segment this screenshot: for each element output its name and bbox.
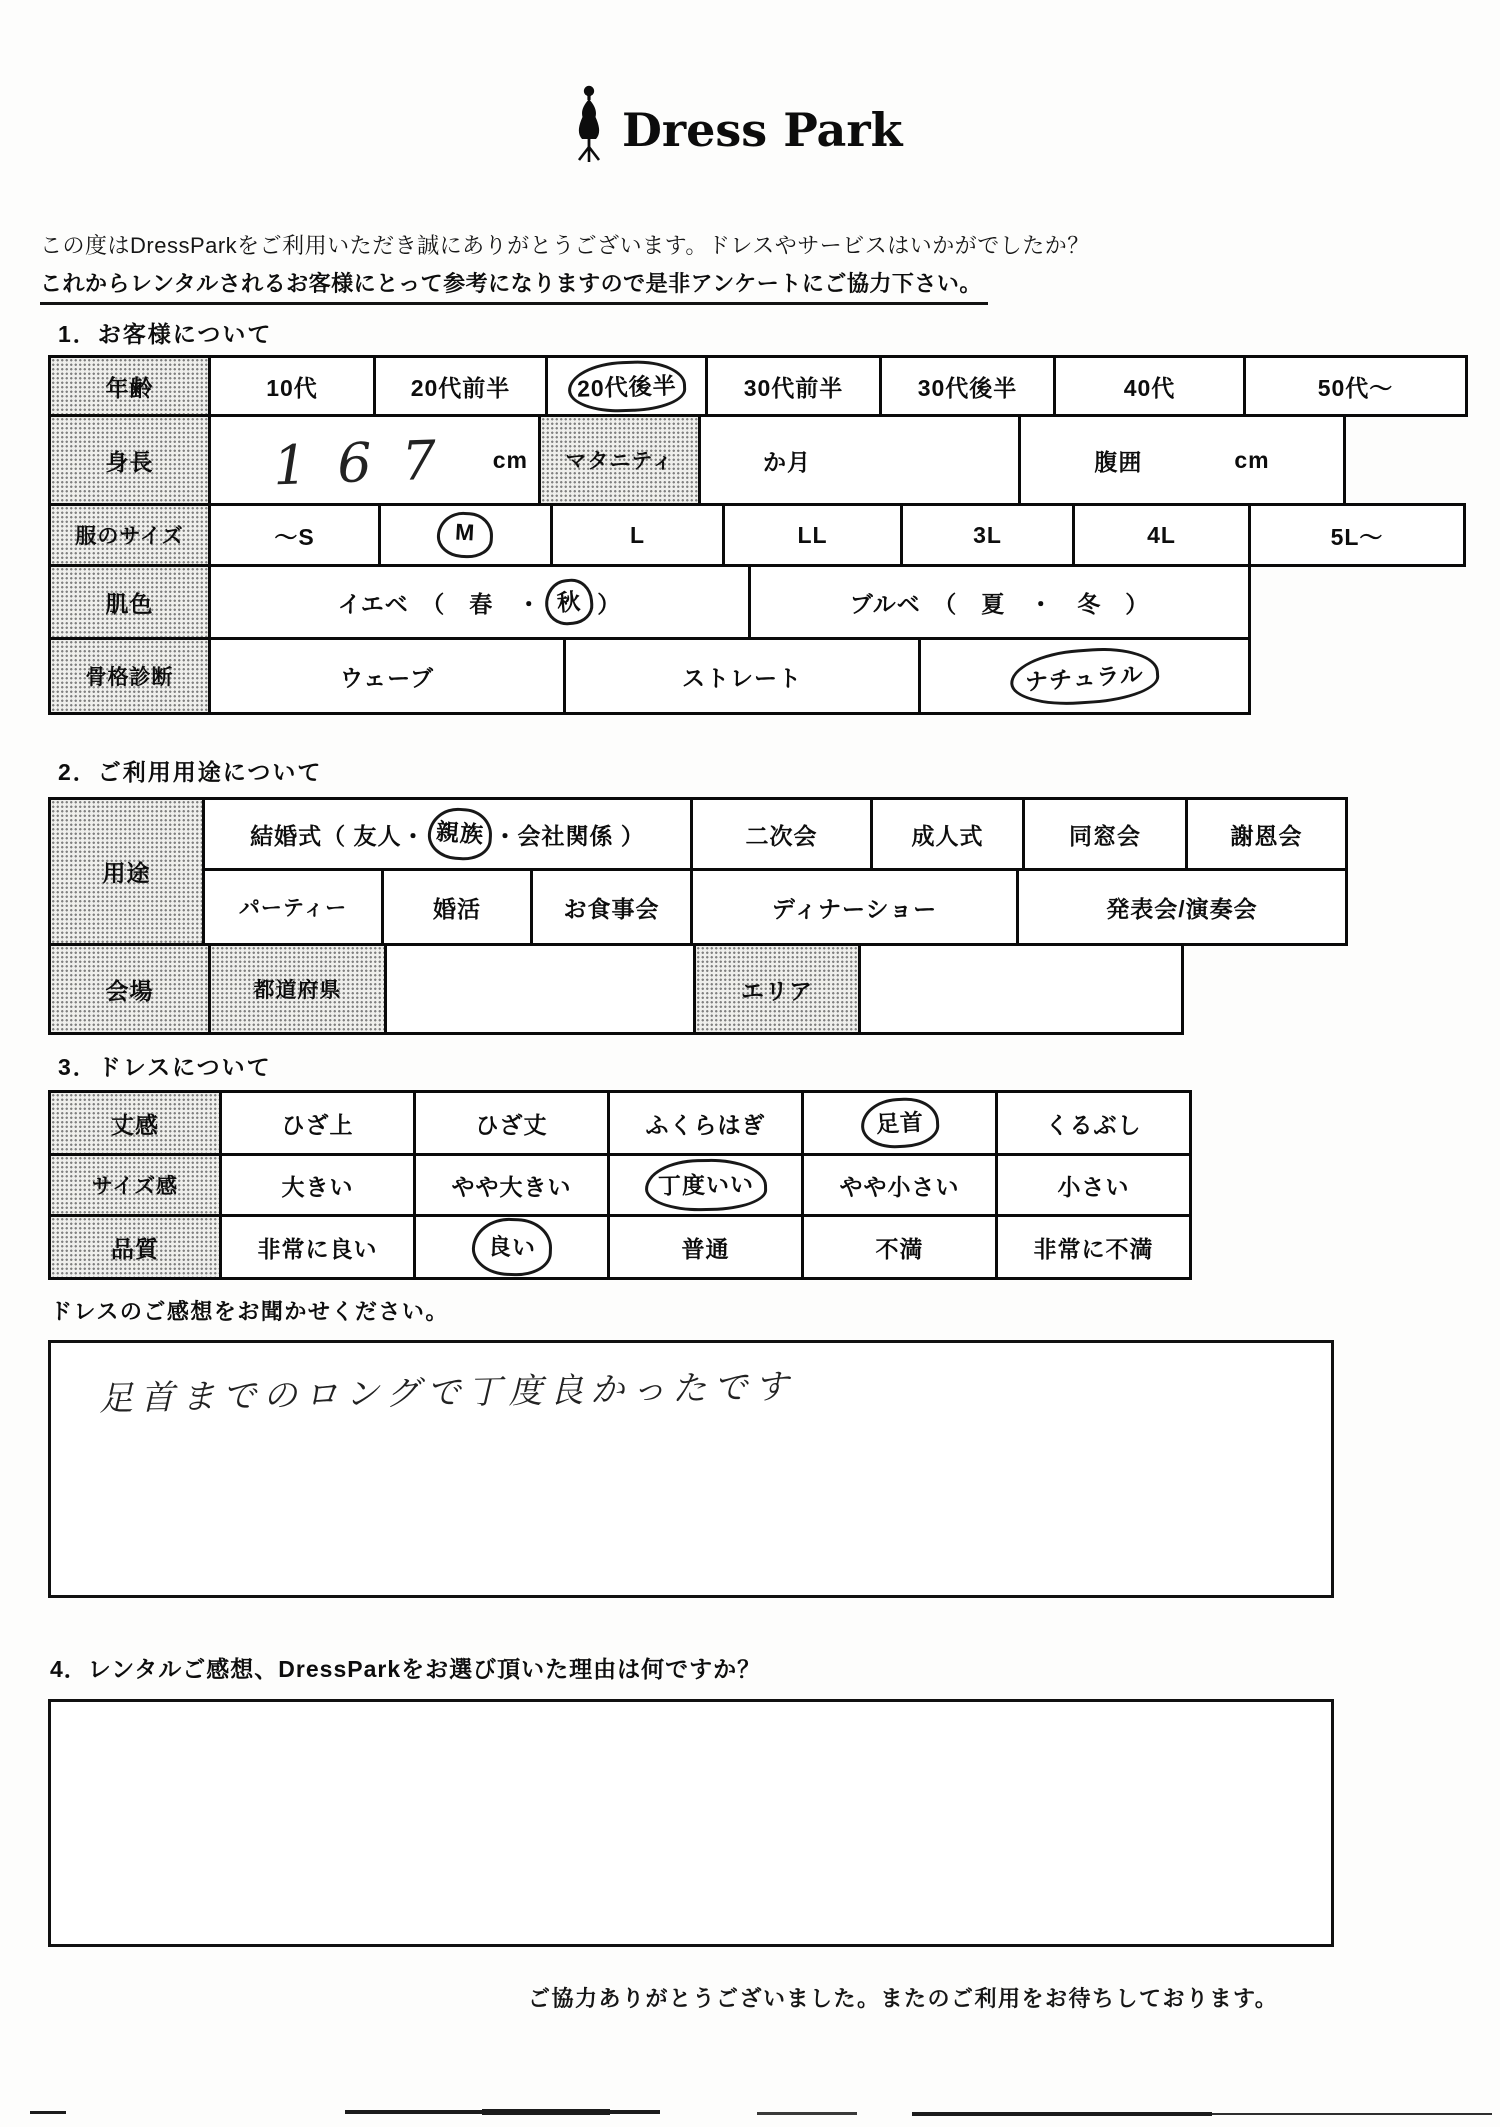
scan-artifact-line bbox=[1212, 2113, 1492, 2115]
length-row bbox=[48, 1090, 1192, 1156]
purpose-konkatsu: 婚活 bbox=[381, 871, 530, 943]
waist-unit: cm bbox=[1234, 446, 1270, 473]
customer-table bbox=[48, 355, 1468, 715]
purpose-coming-of-age: 成人式 bbox=[870, 800, 1022, 868]
height-value-cell bbox=[208, 417, 538, 503]
handwritten-height: 167 bbox=[271, 427, 468, 498]
size-option-3l: 3L bbox=[900, 506, 1072, 564]
length-ankle-selected bbox=[801, 1093, 995, 1153]
selection-circle: 秋 bbox=[543, 577, 595, 627]
length-knee: ひざ丈 bbox=[413, 1093, 607, 1153]
venue-row bbox=[48, 943, 1184, 1035]
quality-normal: 普通 bbox=[607, 1217, 801, 1277]
dress-comment-box bbox=[48, 1340, 1334, 1598]
brand-name: Dress Park bbox=[622, 102, 903, 157]
frame-option-straight: ストレート bbox=[563, 640, 918, 712]
age-option-early30s: 30代前半 bbox=[705, 358, 879, 414]
skin-option-yellow bbox=[208, 567, 748, 637]
area-label: エリア bbox=[693, 946, 858, 1032]
size-option-ll: LL bbox=[722, 506, 900, 564]
quality-very-good: 非常に良い bbox=[219, 1217, 413, 1277]
footer-thanks: ご協力ありがとうございました。またのご利用をお待ちしております。 bbox=[528, 1986, 1279, 2011]
quality-header: 品質 bbox=[51, 1217, 219, 1277]
purpose-afterparty: 二次会 bbox=[690, 800, 870, 868]
fit-header: サイズ感 bbox=[51, 1156, 219, 1214]
selection-circle: M bbox=[436, 511, 495, 560]
selection-circle: 足首 bbox=[859, 1096, 940, 1150]
selection-circle: ナチュラル bbox=[1008, 643, 1160, 708]
length-calf: ふくらはぎ bbox=[607, 1093, 801, 1153]
clothing-size-row bbox=[48, 503, 1466, 567]
selection-circle: 良い bbox=[471, 1217, 553, 1278]
fit-row bbox=[48, 1153, 1192, 1217]
size-option-5l: 5L～ bbox=[1248, 506, 1463, 564]
purpose-recital: 発表会/演奏会 bbox=[1016, 871, 1345, 943]
purpose-row-2 bbox=[202, 868, 1348, 946]
purpose-dinner: お食事会 bbox=[530, 871, 690, 943]
purpose-reunion: 同窓会 bbox=[1022, 800, 1185, 868]
fit-slightly-small: やや小さい bbox=[801, 1156, 995, 1214]
size-option-s: ～S bbox=[208, 506, 378, 564]
dress-comment-prompt: ドレスのご感想をお聞かせください。 bbox=[50, 1299, 449, 1324]
quality-very-unsatisfied: 非常に不満 bbox=[995, 1217, 1189, 1277]
venue-header: 会場 bbox=[51, 946, 208, 1032]
selection-circle: 親族 bbox=[426, 806, 493, 862]
wedding-label-pre: 結婚式（ 友人・ bbox=[250, 822, 426, 849]
scan-artifact-line bbox=[912, 2112, 1212, 2116]
height-unit: cm bbox=[492, 446, 528, 473]
length-anklebone: くるぶし bbox=[995, 1093, 1189, 1153]
yellow-base-label: イエベ （ 春 ・ bbox=[337, 590, 542, 617]
purpose-wedding-cell bbox=[205, 800, 690, 868]
age-option-late30s: 30代後半 bbox=[879, 358, 1053, 414]
brand-logo bbox=[566, 84, 902, 169]
quality-good-selected bbox=[413, 1217, 607, 1277]
age-option-late20s-selected bbox=[545, 358, 705, 414]
wedding-label-post: ・会社関係 ） bbox=[493, 822, 645, 849]
skin-option-blue: ブルベ （ 夏 ・ 冬 ） bbox=[748, 567, 1248, 637]
fit-small: 小さい bbox=[995, 1156, 1189, 1214]
yellow-close-paren: ） bbox=[597, 590, 622, 617]
section2-title: 2．ご利用用途について bbox=[58, 759, 323, 785]
height-header: 身長 bbox=[51, 417, 208, 503]
purpose-thanks-party: 謝恩会 bbox=[1185, 800, 1345, 868]
section3-title: 3．ドレスについて bbox=[58, 1054, 272, 1080]
purpose-dinner-show: ディナーショー bbox=[690, 871, 1016, 943]
size-option-l: L bbox=[550, 506, 722, 564]
maternity-label: マタニティ bbox=[538, 417, 698, 503]
scan-artifact-line bbox=[757, 2112, 857, 2115]
length-above-knee: ひざ上 bbox=[219, 1093, 413, 1153]
scan-artifact-line bbox=[482, 2109, 610, 2115]
frame-option-natural-selected bbox=[918, 640, 1248, 712]
fit-just-right-selected bbox=[607, 1156, 801, 1214]
selection-circle: 20代後半 bbox=[567, 358, 686, 413]
age-option-10s: 10代 bbox=[208, 358, 373, 414]
skin-tone-row bbox=[48, 564, 1251, 640]
waist-cell bbox=[1018, 417, 1343, 503]
height-row bbox=[48, 414, 1346, 506]
fit-slightly-large: やや大きい bbox=[413, 1156, 607, 1214]
quality-row bbox=[48, 1214, 1192, 1280]
prefecture-label: 都道府県 bbox=[208, 946, 384, 1032]
fit-large: 大きい bbox=[219, 1156, 413, 1214]
frame-option-wave: ウェーブ bbox=[208, 640, 563, 712]
intro-line-1: この度はDressParkをご利用いただき誠にありがとうございます。ドレスやサービスはいかがでしたか？ bbox=[40, 233, 1090, 258]
maternity-months-cell: か月 bbox=[698, 417, 1018, 503]
frame-header: 骨格診断 bbox=[51, 640, 208, 712]
purpose-header: 用途 bbox=[48, 797, 205, 946]
dress-form-icon bbox=[566, 84, 612, 169]
quality-unsatisfied: 不満 bbox=[801, 1217, 995, 1277]
purpose-party: パーティー bbox=[238, 897, 348, 920]
waist-label: 腹囲 bbox=[1094, 448, 1143, 475]
skin-header: 肌色 bbox=[51, 567, 208, 637]
area-input-area bbox=[858, 946, 1181, 1032]
usage-table bbox=[48, 797, 1348, 1035]
purpose-row-1 bbox=[202, 797, 1348, 871]
handwritten-dress-comment: 足首までのロングで丁度良かったです bbox=[98, 1366, 796, 1420]
rental-comment-box bbox=[48, 1699, 1334, 1947]
age-option-early20s: 20代前半 bbox=[373, 358, 545, 414]
dress-table bbox=[48, 1090, 1192, 1280]
size-option-4l: 4L bbox=[1072, 506, 1248, 564]
intro-line-2: これからレンタルされるお客様にとって参考になりますので是非アンケートにご協力下さい。 bbox=[40, 267, 988, 305]
size-header: 服のサイズ bbox=[51, 506, 208, 564]
section4-title: 4．レンタルご感想、DressParkをお選び頂いた理由は何ですか？ bbox=[50, 1656, 762, 1682]
scan-artifact-line bbox=[30, 2111, 66, 2114]
prefecture-input-area bbox=[384, 946, 693, 1032]
age-option-40s: 40代 bbox=[1053, 358, 1243, 414]
size-option-m-selected bbox=[378, 506, 550, 564]
age-row bbox=[48, 355, 1468, 417]
frame-row bbox=[48, 637, 1251, 715]
age-header: 年齢 bbox=[51, 358, 208, 414]
section1-title: 1．お客様について bbox=[58, 321, 273, 347]
age-option-50s: 50代～ bbox=[1243, 358, 1465, 414]
length-header: 丈感 bbox=[51, 1093, 219, 1153]
selection-circle: 丁度いい bbox=[644, 1158, 767, 1212]
